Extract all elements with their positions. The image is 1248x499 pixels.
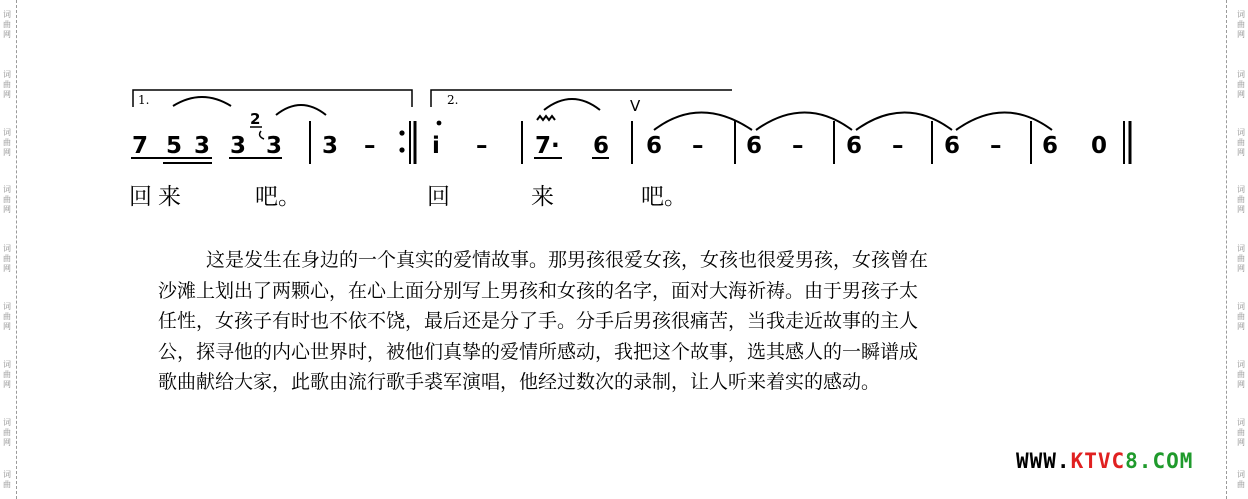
slur [544,99,600,110]
note: 6 [593,133,610,159]
dash: – [892,133,904,159]
watermark-block: 词 曲 网 [3,302,11,331]
watermark-block: 词 曲 网 [1237,185,1245,214]
watermark-block: 词 曲 网 [1237,302,1245,331]
slur [276,105,326,115]
watermark-block: 词 曲 [3,470,11,489]
slur [173,97,231,106]
dash: – [990,133,1002,159]
lyric: 来 [531,184,554,210]
rest: 0 [1091,133,1108,159]
repeat-dot [399,147,404,152]
watermark-block: 词 曲 网 [1237,418,1245,447]
lyric: 吧。 [641,184,687,210]
watermark-block: 词 曲 网 [3,10,11,39]
lyric: 回 [427,184,450,210]
dash: – [364,133,376,159]
ending-2-label: 2. [447,93,459,107]
note: 6 [646,133,663,159]
paragraph-line: 歌曲献给大家，此歌由流行歌手裘军演唱，他经过数次的录制，让人听来着实的感动。 [158,371,881,393]
note: i [432,133,440,159]
note: 5 [166,133,183,159]
watermark-block: 词 曲 网 [3,360,11,389]
watermark-block: 词 曲 网 [3,185,11,214]
paragraph-line: 公，探寻他的内心世界时，被他们真挚的爱情所感动，我把这个故事，选其感人的一瞬谱成 [158,340,919,363]
ending-bracket-2 [431,90,732,107]
dash: – [476,133,488,159]
beam-underlines [131,158,282,163]
watermark-block: 词 曲 网 [1237,128,1245,157]
note: 6 [846,133,863,159]
note: 6 [944,133,961,159]
lyric: 吧。 [255,184,301,210]
note: 7 [132,133,149,159]
watermark-block: 词 曲 网 [1237,10,1245,39]
slur-group [173,97,1052,130]
repeat-dot [399,130,404,135]
high-octave-dot [437,121,442,126]
watermark-block: 词 曲 网 [3,70,11,99]
paragraph-line: 这是发生在身边的一个真实的爱情故事。那男孩很爱女孩，女孩也很爱男孩，女孩曾在 [206,249,929,271]
grace-note-hook [260,131,264,139]
music-score [0,0,1248,240]
note: 3 [266,133,283,159]
watermark-block: 词 曲 网 [1237,70,1245,99]
watermark-block: 词 曲 网 [3,418,11,447]
watermark-block: 词 曲 网 [3,128,11,157]
ending-1-label: 1. [138,93,150,107]
url-part: WWW. [1016,449,1071,473]
mordent-ornament [537,116,555,120]
song-background-paragraph [158,245,1108,398]
site-url-watermark [1016,449,1193,473]
url-part: 8.COM [1125,449,1194,473]
tie [756,113,852,131]
paragraph-line: 任性，女孩子有时也不依不饶，最后还是分了手。分手后男孩很痛苦，当我走近故事的主人 [158,310,919,332]
tie [654,113,752,131]
dash: – [792,133,804,159]
lyric: 回 [129,184,152,210]
paragraph-line: 沙滩上划出了两颗心，在心上面分别写上男孩和女孩的名字，面对大海祈祷。由于男孩子太 [158,279,919,302]
grace-note: 2 [250,110,261,128]
note: 3 [230,133,247,159]
note: 3 [194,133,211,159]
note: 6 [746,133,763,159]
lyric: 来 [158,184,181,210]
url-part: KTVC [1070,449,1126,473]
watermark-block: 词 曲 网 [1237,360,1245,389]
watermark-block: 词 曲 网 [3,244,11,273]
note: 6 [1042,133,1059,159]
note: 3 [322,133,339,159]
watermark-block: 词 曲 网 [1237,244,1245,273]
note: 7· [535,133,560,159]
tie [956,113,1052,131]
breath-mark: V [630,97,641,115]
watermark-block: 词 曲 [1237,470,1245,489]
dash: – [692,133,704,159]
tie [856,113,952,131]
